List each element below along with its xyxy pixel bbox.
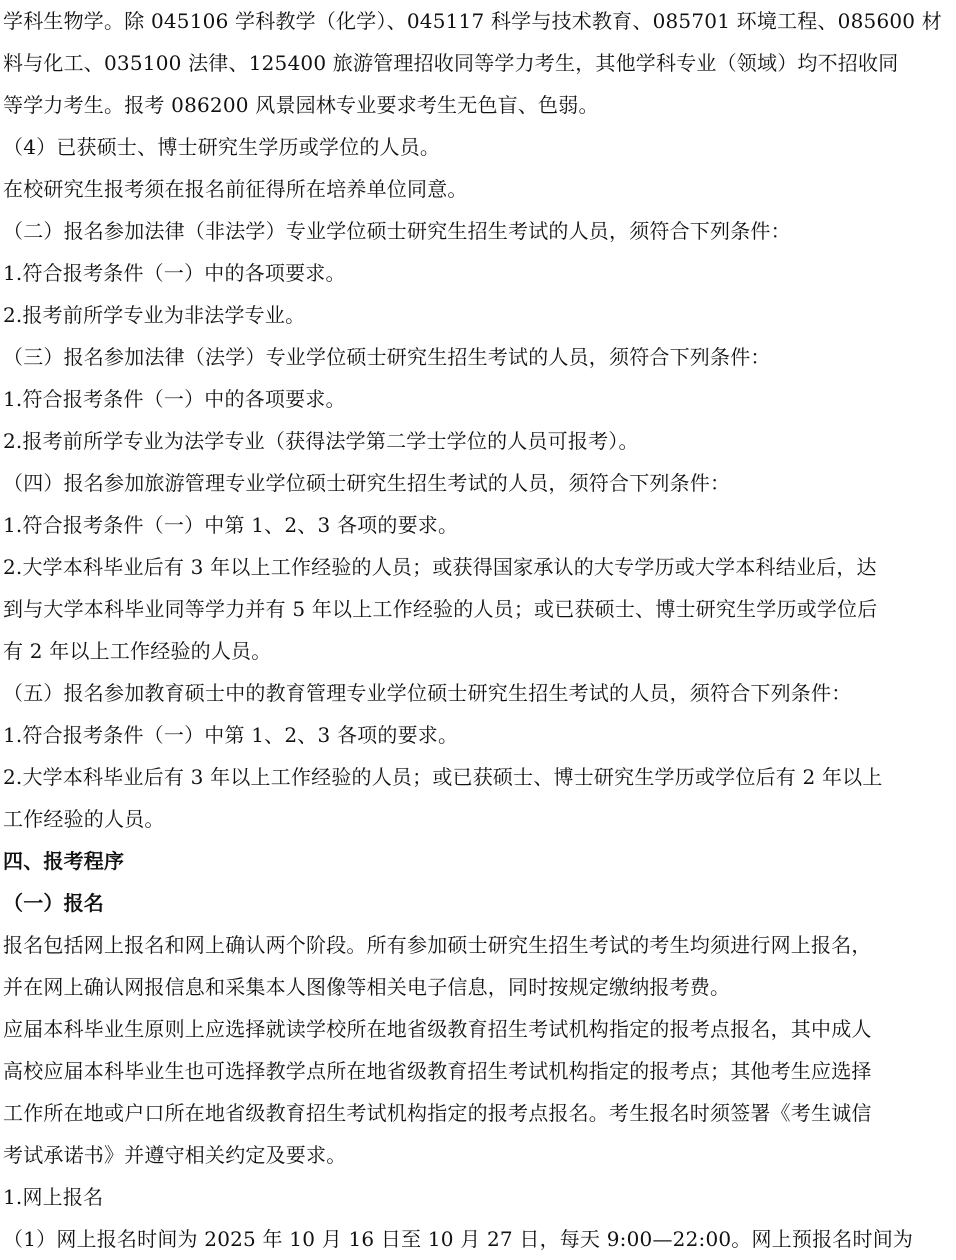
text-line: 高校应届本科毕业生也可选择教学点所在地省级教育招生考试机构指定的报考点；其他考生应选择 — [3, 1059, 872, 1083]
document-body — [3, 0, 951, 1260]
text-line: 学科生物学。除 045106 学科教学（化学）、045117 科学与技术教育、085701 环境工程、085600 材 — [3, 9, 942, 33]
text-line: 到与大学本科毕业同等学力并有 5 年以上工作经验的人员；或已获硕士、博士研究生学历或学位后 — [3, 597, 878, 621]
text-line: 并在网上确认网报信息和采集本人图像等相关电子信息，同时按规定缴纳报考费。 — [3, 975, 731, 999]
text-line: （4）已获硕士、博士研究生学历或学位的人员。 — [3, 135, 441, 159]
text-line: （五）报名参加教育硕士中的教育管理专业学位硕士研究生招生考试的人员，须符合下列条件： — [3, 681, 852, 705]
text-line: 有 2 年以上工作经验的人员。 — [3, 639, 272, 663]
text-line: 1.符合报考条件（一）中第 1、2、3 各项的要求。 — [3, 723, 459, 747]
text-line: （三）报名参加法律（法学）专业学位硕士研究生招生考试的人员，须符合下列条件： — [3, 345, 771, 369]
section-heading: 四、报考程序 — [3, 849, 125, 873]
text-line: 1.符合报考条件（一）中的各项要求。 — [3, 261, 346, 285]
text-line: 2.大学本科毕业后有 3 年以上工作经验的人员；或获得国家承认的大专学历或大学本科结业后，达 — [3, 555, 877, 579]
text-line: 1.符合报考条件（一）中第 1、2、3 各项的要求。 — [3, 513, 459, 537]
subsection-heading: （一）报名 — [3, 891, 104, 915]
text-line: （1）网上报名时间为 2025 年 10 月 16 日至 10 月 27 日，每天 9:00—22:00。网上预报名时间为 — [3, 1227, 914, 1251]
text-line: 考试承诺书》并遵守相关约定及要求。 — [3, 1143, 347, 1167]
text-line: 料与化工、035100 法律、125400 旅游管理招收同等学力考生，其他学科专业（领域）均不招收同 — [3, 51, 899, 75]
text-line: 工作所在地或户口所在地省级教育招生考试机构指定的报考点报名。考生报名时须签署《考生诚信 — [3, 1101, 872, 1125]
text-line: 1.网上报名 — [3, 1185, 104, 1209]
text-line: 报名包括网上报名和网上确认两个阶段。所有参加硕士研究生招生考试的考生均须进行网上报名， — [3, 933, 872, 957]
text-line: 2.报考前所学专业为非法学专业。 — [3, 303, 306, 327]
text-line: 1.符合报考条件（一）中的各项要求。 — [3, 387, 346, 411]
text-line: 2.大学本科毕业后有 3 年以上工作经验的人员；或已获硕士、博士研究生学历或学位后有 2 年以上 — [3, 765, 883, 789]
text-line: （二）报名参加法律（非法学）专业学位硕士研究生招生考试的人员，须符合下列条件： — [3, 219, 791, 243]
text-line: 等学力考生。报考 086200 风景园林专业要求考生无色盲、色弱。 — [3, 93, 599, 117]
text-line: （四）报名参加旅游管理专业学位硕士研究生招生考试的人员，须符合下列条件： — [3, 471, 731, 495]
text-line: 在校研究生报考须在报名前征得所在培养单位同意。 — [3, 177, 468, 201]
text-line: 2.报考前所学专业为法学专业（获得法学第二学士学位的人员可报考）。 — [3, 429, 639, 453]
text-line: 工作经验的人员。 — [3, 807, 165, 831]
text-line: 应届本科毕业生原则上应选择就读学校所在地省级教育招生考试机构指定的报考点报名，其中成人 — [3, 1017, 872, 1041]
